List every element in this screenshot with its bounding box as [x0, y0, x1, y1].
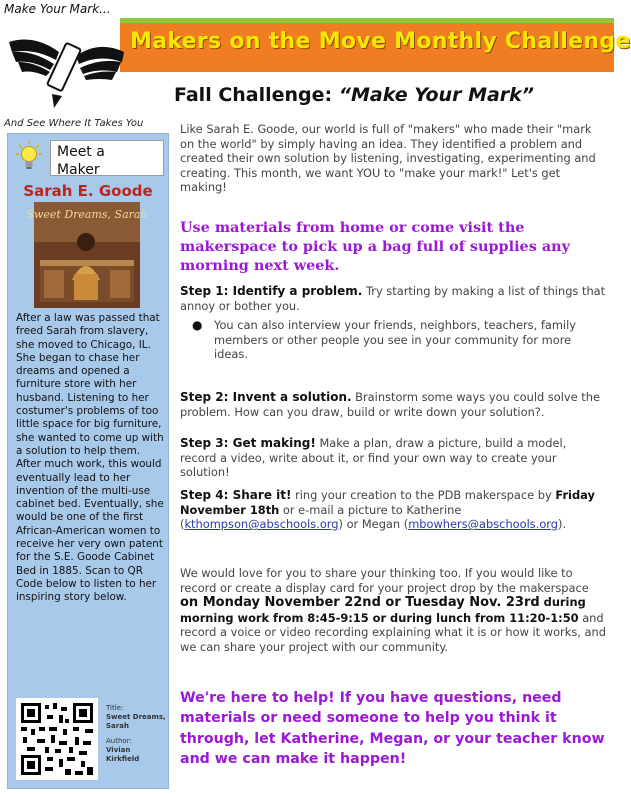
share-text-a: We would love for you to share your thinking too. If you would like to record or create a display card for your project drop by the makerspace: [180, 566, 589, 595]
winged-pencil-icon: [4, 14, 129, 114]
meet-line-1: Meet a: [57, 144, 105, 160]
closing-callout: We're here to help! If you have questions, need materials or need someone to help you think it through, let Katherine, Megan, or your teacher know and we can make it happen!: [180, 690, 605, 768]
step-1: [180, 284, 606, 313]
step-4-text-b: or e-mail a picture to Katherine (: [180, 502, 462, 532]
step-1-text: Try starting by making a list of things that annoy or bother you.: [180, 284, 606, 313]
step-2: [180, 390, 606, 419]
book-cover-title: Sweet Dreams, Sarah: [26, 208, 148, 221]
intro-paragraph: Like Sarah E. Goode, our world is full of "makers" who made their "mark on the world" by simply having an idea. They identified a problem and created their own solution by listening, investigating, experimenting and creating. This month, we want YOU to "make your mark!" Let's get making!: [180, 122, 596, 195]
share-paragraph: [180, 566, 606, 655]
step-4-text-a: ring your creation to the PDB makerspace by: [291, 488, 556, 502]
step-4-heading: Step 4: Share it!: [180, 488, 292, 502]
qr-author-value: Vivian Kirkfield: [106, 746, 140, 763]
email-megan-link[interactable]: mbowhers@abschools.org: [408, 517, 559, 532]
maker-name: Sarah E. Goode: [23, 182, 153, 200]
banner-title: Makers on the Move Monthly Challenge: [130, 29, 631, 54]
qr-code-image[interactable]: [16, 698, 98, 780]
tagline: And See Where It Takes You: [4, 118, 144, 129]
email-katherine-link[interactable]: kthompson@abschools.org: [184, 517, 339, 532]
meet-a-maker-label: [50, 140, 164, 176]
step-1-bullet-text: You can also interview your friends, neighbors, teachers, family members or other people you see in your community for more ideas.: [214, 318, 576, 362]
step-4: [180, 488, 606, 532]
challenge-title: [174, 84, 534, 106]
step-2-heading: Step 2: Invent a solution.: [180, 390, 352, 404]
supplies-callout: Use materials from home or come visit the makerspace to pick up a bag full of supplies any morning next week.: [180, 219, 570, 274]
logo-text: Make Your Mark...: [4, 2, 111, 16]
share-times: during morning work from 8:45-9:15 or during lunch from 11:20-1:50: [180, 595, 586, 625]
challenge-title-italic: “Make Your Mark”: [338, 84, 535, 106]
step-3: [180, 436, 606, 480]
step-3-text: Make a plan, draw a picture, build a model, record a video, write about it, or find your own way to create your solution!: [180, 436, 567, 480]
qr-title-value: Sweet Dreams, Sarah: [106, 713, 166, 730]
meet-line-2: Maker: [57, 162, 100, 178]
book-cover-image: [26, 202, 148, 308]
step-3-heading: Step 3: Get making!: [180, 436, 316, 450]
lightbulb-icon: [16, 141, 42, 171]
challenge-title-prefix: Fall Challenge:: [174, 84, 339, 106]
step-4-deadline: Friday November 18th: [180, 488, 595, 517]
step-1-heading: Step 1: Identify a problem.: [180, 284, 363, 298]
step-2-text: Brainstorm some ways you could solve the problem. How can you draw, build or write down your solution?.: [180, 390, 600, 419]
bullet-icon: ●: [192, 318, 203, 332]
step-4-text-c: ) or Megan (: [338, 517, 409, 532]
qr-title-label: Title:: [106, 704, 124, 712]
step-4-text-d: ).: [558, 517, 567, 532]
share-dates: on Monday November 22nd or Tuesday Nov. 23rd: [180, 595, 540, 611]
meet-a-maker-sidebar: [7, 133, 169, 789]
share-text-b: and record a voice or video recording explaining what it is or how it works, and we can share your project with our community.: [180, 610, 606, 654]
qr-book-info: [106, 704, 166, 770]
qr-author-label: Author:: [106, 737, 132, 745]
header-banner: [120, 18, 631, 72]
maker-bio: After a law was passed that freed Sarah from slavery, she moved to Chicago, IL. She began to chase her dreams and opened a furniture store with her husband. Listening to her costumer's problems of too little space for big furniture, she wanted to come up with a solution to help them. After much work, this would eventually lead to her invention of the multi-use cabinet bed. Eventually, she would be one of the first African-American women to receive her very own patent for the S.E. Goode Cabinet Bed in 1885. Scan to QR Code below to listen to her inspiring story below.: [16, 312, 164, 604]
